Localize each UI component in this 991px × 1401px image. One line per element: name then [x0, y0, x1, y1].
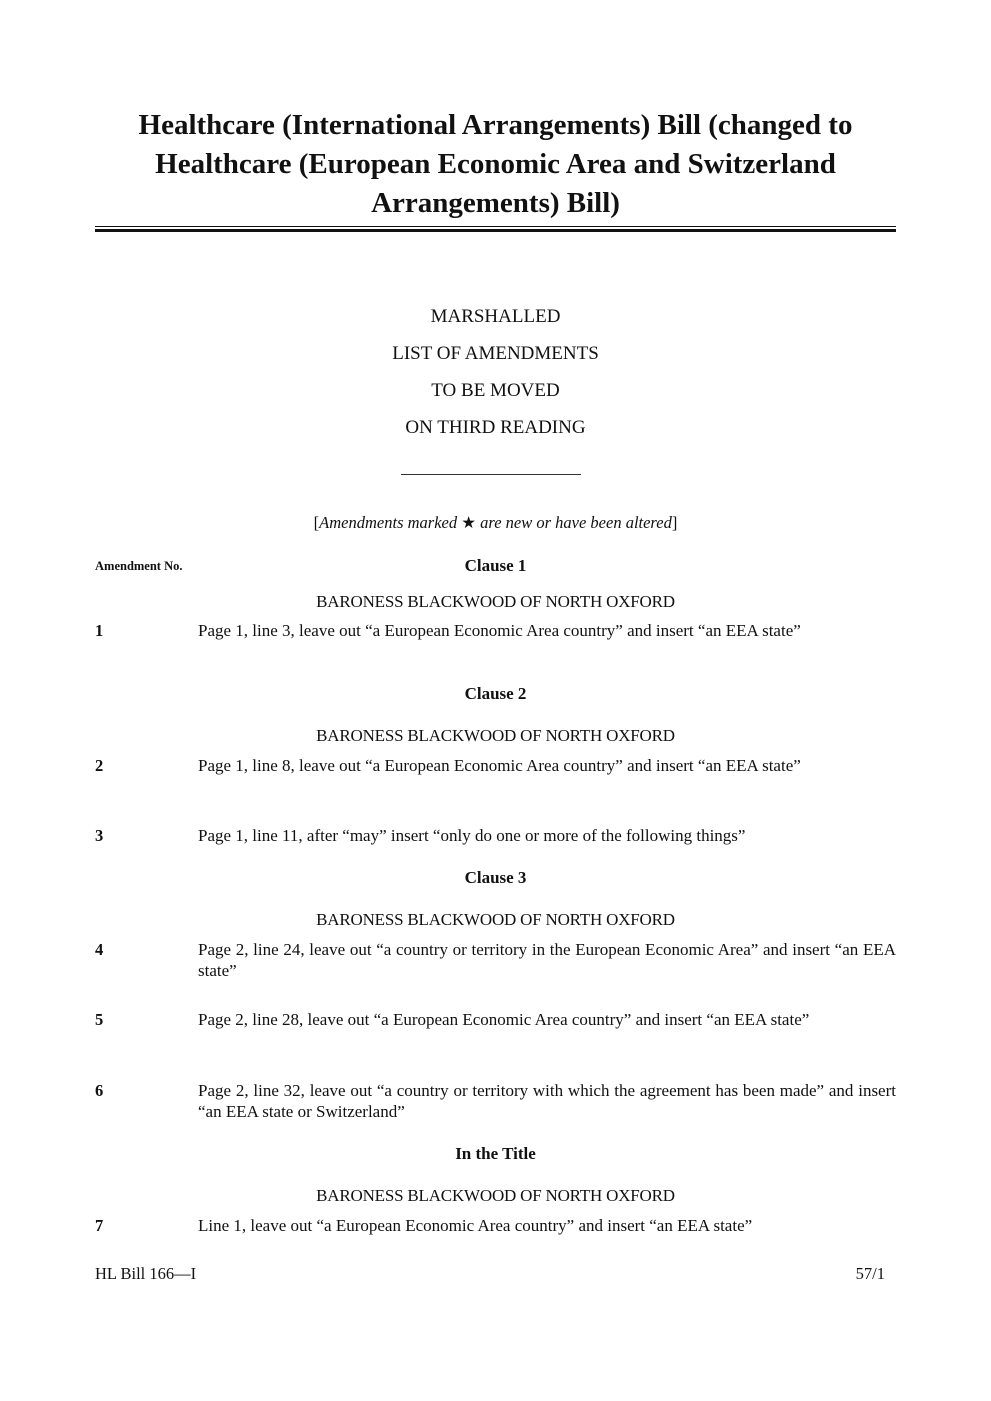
heading-line-marshalled: MARSHALLED	[430, 306, 561, 327]
amendment-text: Page 1, line 3, leave out “a European Economic Area country” and insert “an EEA state”	[198, 621, 801, 640]
amendment-text: Line 1, leave out “a European Economic Area country” and insert “an EEA state”	[198, 1216, 753, 1235]
note-close-bracket: ]	[671, 513, 678, 532]
note-text-before: Amendments marked	[319, 513, 462, 532]
amendment-number: 4	[95, 940, 104, 959]
member-name: BARONESS BLACKWOOD OF NORTH OXFORD	[316, 726, 675, 745]
amendment-text: Page 1, line 8, leave out “a European Economic Area country” and insert “an EEA state”	[198, 756, 801, 775]
member-name: BARONESS BLACKWOOD OF NORTH OXFORD	[316, 1186, 675, 1205]
title-rule-thick	[95, 229, 896, 232]
amendments-note	[95, 512, 896, 534]
member-name: BARONESS BLACKWOOD OF NORTH OXFORD	[316, 910, 675, 929]
amendment-number: 3	[95, 826, 104, 845]
note-text-after: are new or have been altered	[476, 513, 672, 532]
star-icon: ★	[461, 513, 477, 532]
amendment-number: 1	[95, 621, 104, 640]
bill-reference: HL Bill 166—I	[95, 1264, 197, 1283]
amendment-number: 7	[95, 1216, 104, 1235]
section-heading-in-the-title: In the Title	[455, 1144, 536, 1163]
page-reference: 57/1	[855, 1264, 885, 1283]
amendment-text: Page 2, line 32, leave out “a country or territory with which the agreement has been made” and insert “an EEA state or Switzerland”	[198, 1081, 896, 1121]
amendment-text: Page 2, line 28, leave out “a European Economic Area country” and insert “an EEA state”	[198, 1010, 810, 1029]
section-heading-clause-3: Clause 3	[464, 868, 527, 887]
heading-line-list-of-amendments: LIST OF AMENDMENTS	[392, 343, 599, 364]
heading-line-to-be-moved: TO BE MOVED	[431, 380, 560, 401]
section-heading-clause-2: Clause 2	[464, 684, 527, 703]
amendment-number: 2	[95, 756, 104, 775]
heading-divider	[401, 474, 581, 475]
title-rule-thin	[95, 226, 896, 227]
member-name: BARONESS BLACKWOOD OF NORTH OXFORD	[316, 592, 675, 611]
amendment-text: Page 2, line 24, leave out “a country or territory in the European Economic Area” and insert “an EEA state”	[198, 940, 896, 980]
section-heading-clause-1: Clause 1	[464, 556, 527, 575]
amendment-number: 6	[95, 1081, 104, 1100]
note-open-bracket: [	[313, 513, 320, 532]
amendment-text: Page 1, line 11, after “may” insert “only do one or more of the following things”	[198, 826, 746, 845]
bill-title: Healthcare (International Arrangements) Bill (changed to Healthcare (European Economic Area and Switzerland Arrangements) Bill)	[138, 109, 853, 219]
heading-line-on-third-reading: ON THIRD READING	[405, 417, 586, 438]
amendment-number: 5	[95, 1010, 104, 1029]
amendment-number-column-header: Amendment No.	[95, 559, 183, 573]
